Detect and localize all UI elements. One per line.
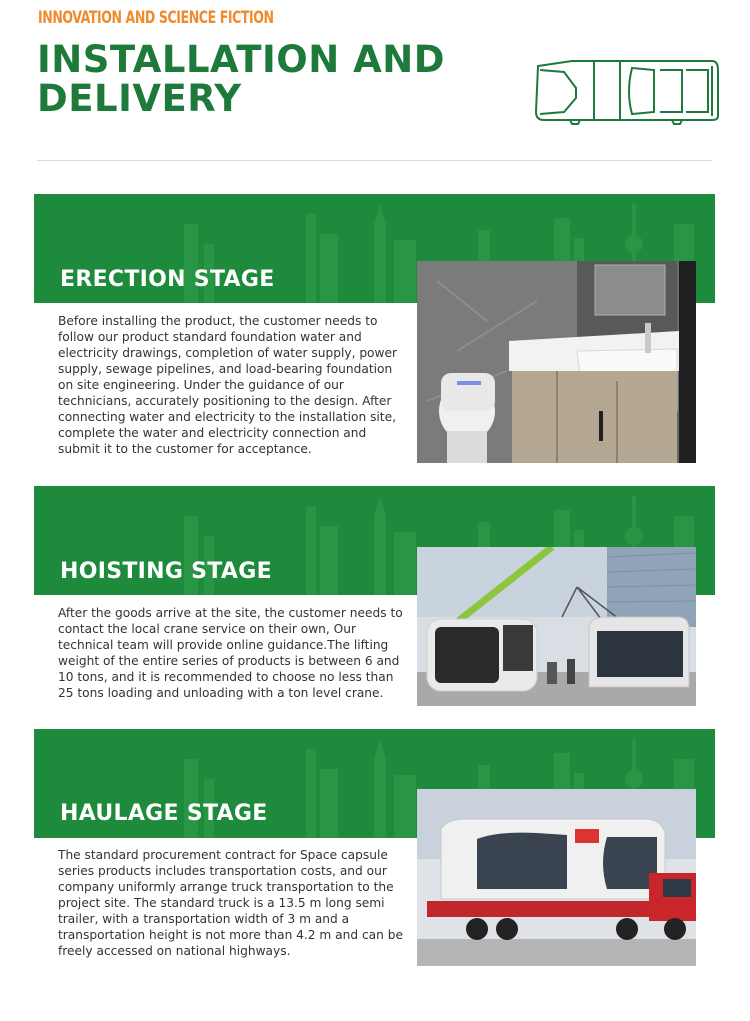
- page-title: [37, 40, 445, 118]
- header-divider: [37, 160, 712, 161]
- capsule-on-truck-image: [417, 789, 696, 966]
- section-body-erection: Before installing the product, the customer needs to follow our product standard foundation water and electricity drawings, completion of water supply, power supply, sewage pipelines, and load-bearing foundation on site engineering. Under the guidance of our technicians, accurately positioning to the design. After connecting water and electricity to the installation site, complete the water and electricity connection and submit it to the customer for acceptance.: [58, 314, 397, 456]
- section-title-haulage: HAULAGE STAGE: [60, 801, 268, 826]
- section-body-haulage: The standard procurement contract for Space capsule series products includes transportation costs, and our company uniformly arrange truck transportation to the project site. The standard truck is a 13.5 m long semi trailer, with a transportation width of 3 m and a transportation height is not more than 4.2 m and can be freely accessed on national highways.: [58, 848, 403, 958]
- page-title-line2: DELIVERY: [37, 77, 242, 120]
- section-body-hoisting: After the goods arrive at the site, the customer needs to contact the local crane service on their own, Our technical team will provide online guidance.The lifting weight of the entire series of products is between 6 and 10 tons, and it is recommended to choose no less than 25 tons loading and unloading with a ton level crane.: [58, 606, 403, 700]
- crane-hoisting-image: [417, 547, 696, 706]
- bathroom-interior-image: [417, 261, 696, 463]
- section-title-erection: ERECTION STAGE: [60, 267, 275, 292]
- page-title-line1: INSTALLATION AND: [37, 38, 445, 81]
- capsule-outline-icon: [532, 58, 722, 126]
- kicker-text: INNOVATION AND SCIENCE FICTION: [38, 8, 274, 28]
- section-title-hoisting: HOISTING STAGE: [60, 559, 272, 584]
